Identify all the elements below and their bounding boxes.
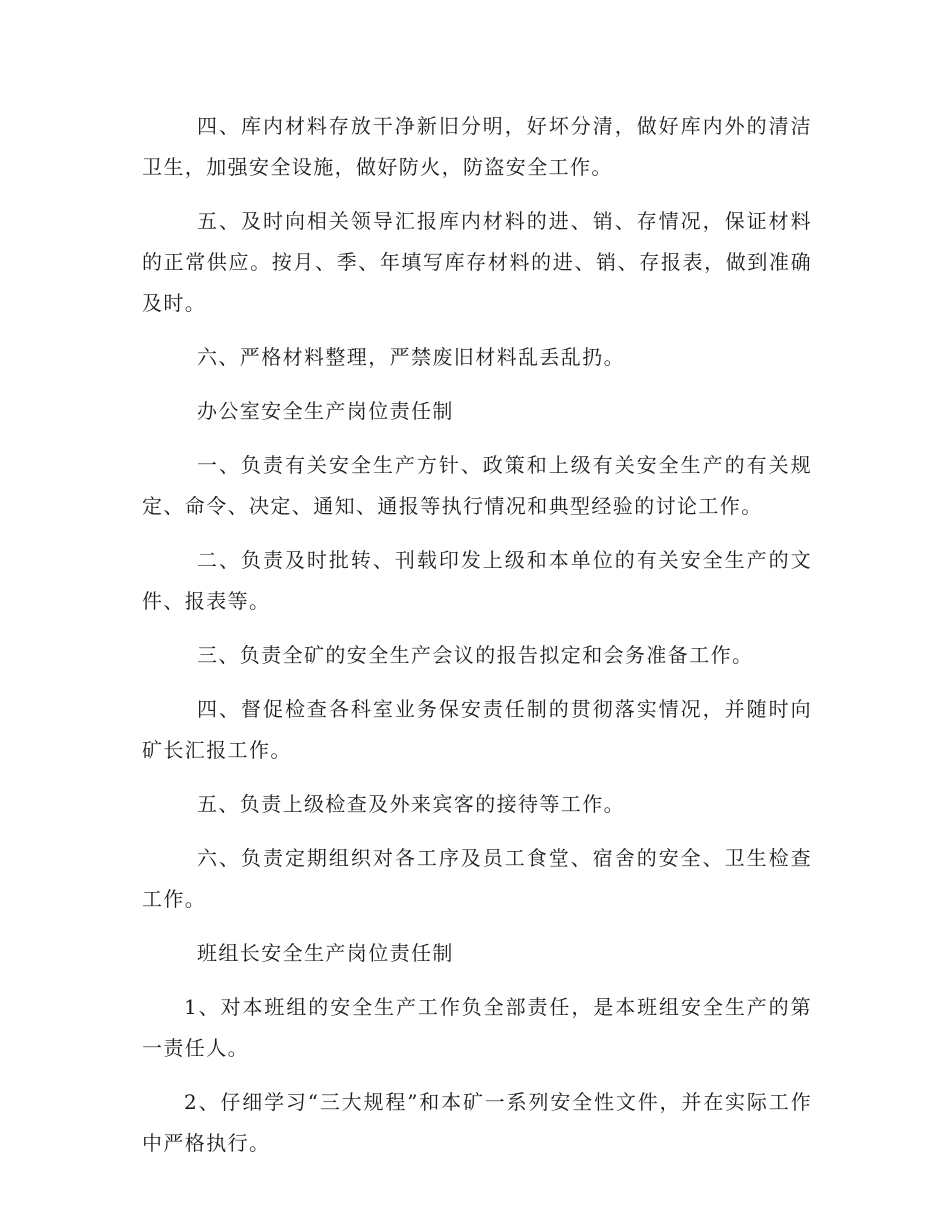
paragraph-office-duty-6: 六、负责定期组织对各工序及员工食堂、宿舍的安全、卫生检查工作。 [142, 846, 812, 911]
paragraph-material-sorting: 六、严格材料整理，严禁废旧材料乱丢乱扔。 [197, 345, 625, 369]
paragraph-office-duty-1: 一、负责有关安全生产方针、政策和上级有关安全生产的有关规定、命令、决定、通知、通报等执行情况和典型经验的讨论工作。 [142, 453, 812, 518]
paragraph-office-duty-2: 二、负责及时批转、刊载印发上级和本单位的有关安全生产的文件、报表等。 [142, 548, 812, 613]
paragraph-team-duty-2: 2、仔细学习“三大规程”和本矿一系列安全性文件，并在实际工作中严格执行。 [142, 1090, 812, 1155]
section-heading-team-leader: 班组长安全生产岗位责任制 [197, 941, 454, 965]
paragraph-team-duty-1: 1、对本班组的安全生产工作负全部责任，是本班组安全生产的第一责任人。 [142, 995, 812, 1060]
paragraph-office-duty-5: 五、负责上级检查及外来宾客的接待等工作。 [197, 792, 625, 816]
document-body [142, 106, 812, 1177]
section-heading-office: 办公室安全生产岗位责任制 [197, 399, 454, 423]
paragraph-office-duty-4: 四、督促检查各科室业务保安责任制的贯彻落实情况，并随时向矿长汇报工作。 [142, 697, 812, 762]
paragraph-storage-cleanliness: 四、库内材料存放干净新旧分明，好坏分清，做好库内外的清洁卫生，加强安全设施，做好防火，防盗安全工作。 [142, 114, 812, 179]
paragraph-office-duty-3: 三、负责全矿的安全生产会议的报告拟定和会务准备工作。 [197, 643, 754, 667]
paragraph-inventory-reporting: 五、及时向相关领导汇报库内材料的进、销、存情况，保证材料的正常供应。按月、季、年填写库存材料的进、销、存报表，做到准确及时。 [142, 209, 812, 315]
